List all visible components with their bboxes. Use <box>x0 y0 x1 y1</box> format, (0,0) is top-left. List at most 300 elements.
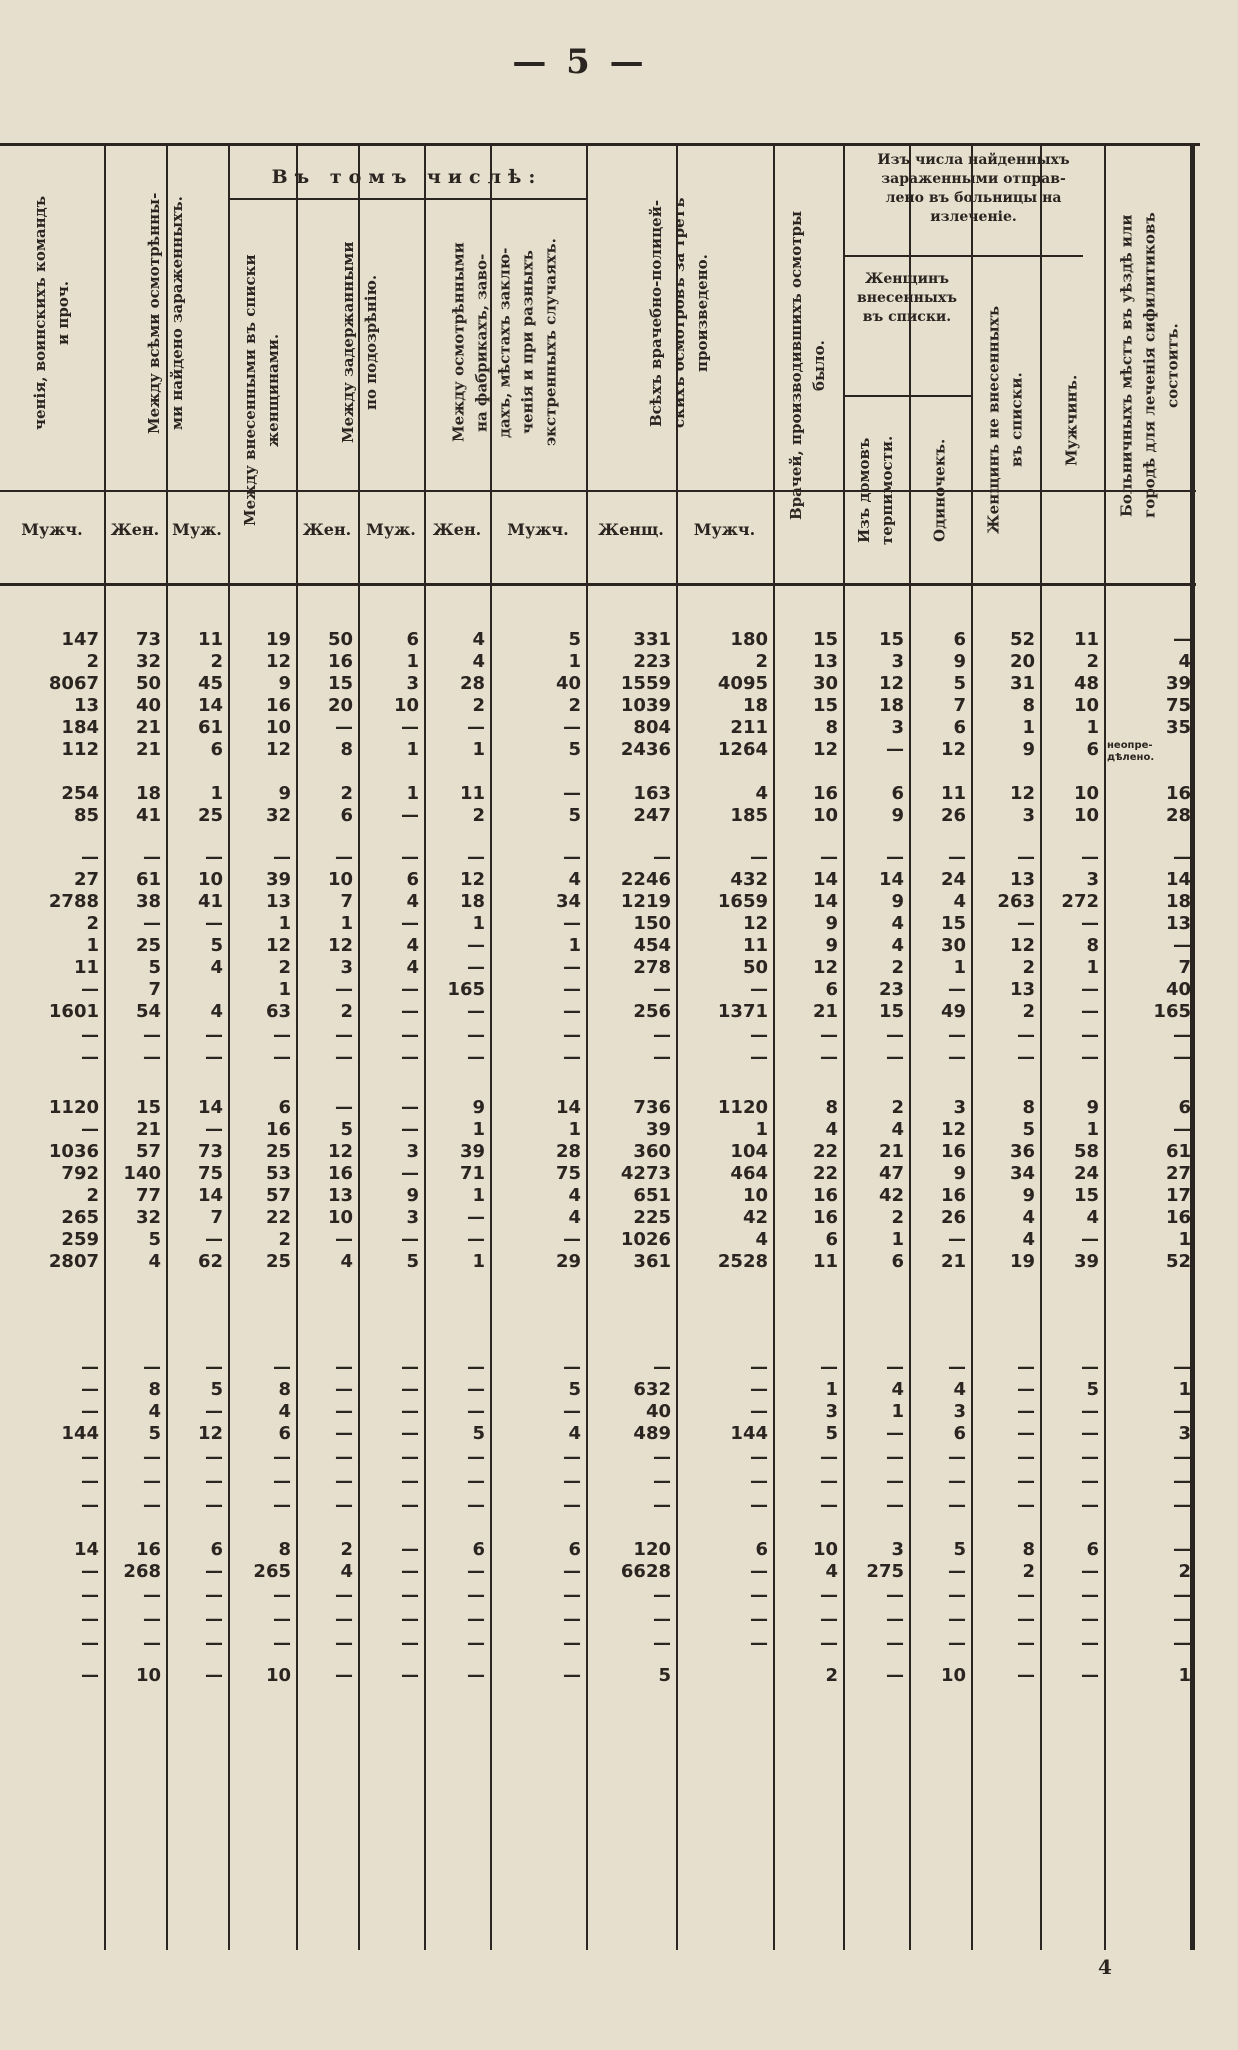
table-cell: 39 <box>1165 674 1191 694</box>
table-cell: — <box>653 1634 671 1654</box>
table-cell: 2436 <box>620 740 671 760</box>
table-cell: — <box>653 1496 671 1516</box>
table-cell: 6 <box>953 718 966 738</box>
subheader-5: Муж. <box>366 520 416 539</box>
table-cell: 140 <box>123 1164 161 1184</box>
table-cell: — <box>467 1666 485 1686</box>
table-cell: 15 <box>135 1098 161 1118</box>
table-cell: — <box>335 1230 353 1250</box>
table-cell: 2 <box>891 958 904 978</box>
table-cell: 1 <box>1086 958 1099 978</box>
table-cell: 275 <box>866 1562 904 1582</box>
table-cell: — <box>886 1424 904 1444</box>
table-cell: — <box>467 1562 485 1582</box>
table-cell: — <box>1081 1002 1099 1022</box>
table-cell: 15 <box>940 914 966 934</box>
table-cell: 16 <box>1165 1208 1191 1228</box>
table-cell: 7 <box>148 980 161 1000</box>
table-cell: — <box>467 1026 485 1046</box>
table-cell: 26 <box>940 806 966 826</box>
table-cell: 8 <box>1022 1540 1035 1560</box>
table-cell: 14 <box>812 892 838 912</box>
table-cell: — <box>1017 1048 1035 1068</box>
table-cell: — <box>401 1666 419 1686</box>
table-cell: 2788 <box>48 892 99 912</box>
table-cell: 1 <box>568 1120 581 1140</box>
table-cell: — <box>1081 1634 1099 1654</box>
table-cell: 3 <box>1022 806 1035 826</box>
table-cell: — <box>1081 980 1099 1000</box>
subheader-1: Мужч. <box>21 520 83 539</box>
table-cell: — <box>273 1448 291 1468</box>
table-cell: — <box>467 718 485 738</box>
table-cell: — <box>1173 1026 1191 1046</box>
table-cell: 256 <box>633 1002 671 1022</box>
table-cell: 10 <box>940 1666 966 1686</box>
table-cell: 163 <box>633 784 671 804</box>
table-cell: 57 <box>135 1142 161 1162</box>
table-cell: — <box>335 1586 353 1606</box>
table-cell: — <box>143 1448 161 1468</box>
table-cell: 73 <box>135 630 161 650</box>
table-cell: — <box>467 1380 485 1400</box>
table-cell: — <box>653 1472 671 1492</box>
table-cell: 1 <box>472 1252 485 1272</box>
table-cell: — <box>143 1472 161 1492</box>
table-cell: 61 <box>1165 1142 1191 1162</box>
table-cell: — <box>81 1402 99 1422</box>
header-group-iz: Изъ числа найденныхъ зараженными отправ- лено въ больницы на излеченіе. <box>877 152 1070 225</box>
subheader-4: Жен. <box>302 520 352 539</box>
table-cell: — <box>948 1048 966 1068</box>
table-cell: 7 <box>1178 958 1191 978</box>
table-cell: — <box>750 848 768 868</box>
table-cell: — <box>563 1610 581 1630</box>
table-cell: 6 <box>825 1230 838 1250</box>
table-cell: 27 <box>73 870 99 890</box>
table-cell: — <box>1173 1358 1191 1378</box>
table-cell: 3 <box>406 1208 419 1228</box>
table-cell: 5 <box>148 958 161 978</box>
table-cell: — <box>1017 1610 1035 1630</box>
table-cell: — <box>948 1634 966 1654</box>
table-cell: 3 <box>891 1540 904 1560</box>
table-cell: 12 <box>265 740 291 760</box>
header-col7: Врачей, производившихъ осмотры было. <box>787 210 828 521</box>
table-cell: — <box>563 848 581 868</box>
table-cell: — <box>886 1610 904 1630</box>
table-cell: 278 <box>633 958 671 978</box>
table-cell: 3 <box>891 652 904 672</box>
table-cell: 20 <box>327 696 353 716</box>
table-cell: 42 <box>878 1186 904 1206</box>
table-cell: — <box>143 1048 161 1068</box>
table-cell: 1 <box>755 1120 768 1140</box>
table-cell: 1219 <box>620 892 671 912</box>
table-cell: 85 <box>73 806 99 826</box>
table-cell: 9 <box>953 1164 966 1184</box>
table-cell: 9 <box>825 936 838 956</box>
table-cell: — <box>205 1026 223 1046</box>
table-cell: — <box>750 1358 768 1378</box>
table-cell: — <box>563 1496 581 1516</box>
table-cell: 144 <box>61 1424 99 1444</box>
table-cell: — <box>563 914 581 934</box>
table-cell: 61 <box>135 870 161 890</box>
table-cell: 14 <box>555 1098 581 1118</box>
table-cell: 23 <box>878 980 904 1000</box>
table-cell: — <box>1173 936 1191 956</box>
table-cell: — <box>81 1634 99 1654</box>
table-cell: 14 <box>812 870 838 890</box>
table-cell: 265 <box>253 1562 291 1582</box>
table-cell: — <box>81 848 99 868</box>
table-cell: — <box>886 1496 904 1516</box>
table-cell: 8 <box>278 1540 291 1560</box>
table-cell: 41 <box>135 806 161 826</box>
table-cell: — <box>563 1666 581 1686</box>
table-cell: — <box>335 1358 353 1378</box>
table-cell: 14 <box>73 1540 99 1560</box>
table-cell: — <box>750 1472 768 1492</box>
table-cell: 1601 <box>48 1002 99 1022</box>
page-number: — 5 — <box>512 42 648 82</box>
table-cell: — <box>948 848 966 868</box>
table-cell: 15 <box>1073 1186 1099 1206</box>
table-cell: — <box>401 1026 419 1046</box>
table-cell: 1 <box>86 936 99 956</box>
table-cell: 1 <box>891 1402 904 1422</box>
table-cell: 792 <box>61 1164 99 1184</box>
table-cell: 22 <box>265 1208 291 1228</box>
table-cell: — <box>1017 1472 1035 1492</box>
table-cell: — <box>1017 1448 1035 1468</box>
table-cell: 2 <box>891 1208 904 1228</box>
table-cell: 5 <box>406 1252 419 1272</box>
table-cell: 49 <box>940 1002 966 1022</box>
table-cell: 5 <box>825 1424 838 1444</box>
table-cell: 17 <box>1165 1186 1191 1206</box>
table-cell: 1120 <box>717 1098 768 1118</box>
table-cell: 10 <box>265 1666 291 1686</box>
table-cell: — <box>401 1496 419 1516</box>
table-cell: 4 <box>568 870 581 890</box>
table-cell: 18 <box>459 892 485 912</box>
table-cell: 16 <box>1165 784 1191 804</box>
table-cell: 6 <box>568 1540 581 1560</box>
table-cell: — <box>563 784 581 804</box>
table-cell: 112 <box>61 740 99 760</box>
table-cell: 185 <box>730 806 768 826</box>
table-cell: 12 <box>940 740 966 760</box>
table-cell: 21 <box>135 1120 161 1140</box>
table-cell: 50 <box>327 630 353 650</box>
table-cell: 12 <box>327 936 353 956</box>
table-cell: — <box>273 1634 291 1654</box>
table-cell: 2 <box>755 652 768 672</box>
table-cell: 4 <box>148 1402 161 1422</box>
table-cell: — <box>1081 848 1099 868</box>
table-cell: — <box>1173 630 1191 650</box>
table-cell: 5 <box>953 1540 966 1560</box>
table-cell: — <box>143 1586 161 1606</box>
table-cell: — <box>81 1610 99 1630</box>
table-cell: — <box>81 1448 99 1468</box>
table-cell: 11 <box>197 630 223 650</box>
table-cell: 16 <box>327 1164 353 1184</box>
table-cell: — <box>401 1380 419 1400</box>
table-cell: 1371 <box>717 1002 768 1022</box>
table-cell: — <box>81 1048 99 1068</box>
table-cell: — <box>335 1098 353 1118</box>
table-cell: 21 <box>812 1002 838 1022</box>
table-cell: — <box>205 1358 223 1378</box>
table-cell: — <box>273 1358 291 1378</box>
table-cell: 268 <box>123 1562 161 1582</box>
table-cell: 4 <box>891 936 904 956</box>
table-cell: 11 <box>940 784 966 804</box>
table-cell: 2 <box>1022 1002 1035 1022</box>
table-cell: — <box>273 1610 291 1630</box>
table-cell: 2 <box>340 1540 353 1560</box>
table-cell: — <box>81 1586 99 1606</box>
table-cell: — <box>1081 1424 1099 1444</box>
table-cell: 3 <box>406 1142 419 1162</box>
table-cell: 18 <box>135 784 161 804</box>
table-cell: 75 <box>555 1164 581 1184</box>
table-cell: 10 <box>197 870 223 890</box>
table-cell: 8 <box>1086 936 1099 956</box>
table-cell: — <box>563 1048 581 1068</box>
table-cell: 5 <box>210 1380 223 1400</box>
table-cell: 223 <box>633 652 671 672</box>
footer-mark: 4 <box>1098 1955 1112 1979</box>
table-cell: 3 <box>406 674 419 694</box>
table-cell: — <box>205 1402 223 1422</box>
table-cell: 18 <box>1165 892 1191 912</box>
table-cell: — <box>653 1610 671 1630</box>
table-cell: 26 <box>940 1208 966 1228</box>
table-cell: 12 <box>812 740 838 760</box>
table-cell: 3 <box>953 1402 966 1422</box>
table-cell: — <box>948 980 966 1000</box>
table-cell: 104 <box>730 1142 768 1162</box>
table-cell: 20 <box>1009 652 1035 672</box>
table-cell: — <box>467 1048 485 1068</box>
table-cell: 432 <box>730 870 768 890</box>
table-cell: 12 <box>197 1424 223 1444</box>
table-cell: 14 <box>197 1186 223 1206</box>
table-cell: 120 <box>633 1540 671 1560</box>
table-cell: 1 <box>1022 718 1035 738</box>
table-cell: 1 <box>568 936 581 956</box>
table-cell: 804 <box>633 718 671 738</box>
table-cell: — <box>143 1634 161 1654</box>
table-cell: — <box>1081 1610 1099 1630</box>
table-cell: 1264 <box>717 740 768 760</box>
table-cell: 9 <box>406 1186 419 1206</box>
table-cell: 1 <box>472 1120 485 1140</box>
table-cell: 632 <box>633 1380 671 1400</box>
table-cell: — <box>948 1562 966 1582</box>
table-cell: 2 <box>1178 1562 1191 1582</box>
table-cell: 5 <box>568 740 581 760</box>
table-cell: 15 <box>812 630 838 650</box>
table-cell: — <box>750 1448 768 1468</box>
table-cell: — <box>401 1098 419 1118</box>
table-cell: — <box>563 1358 581 1378</box>
table-cell: 8 <box>340 740 353 760</box>
table-cell: 5 <box>568 630 581 650</box>
table-cell: — <box>1081 1496 1099 1516</box>
table-cell: 8067 <box>48 674 99 694</box>
table-cell: 2 <box>86 1186 99 1206</box>
table-cell: 4 <box>755 1230 768 1250</box>
table-cell: 2 <box>86 652 99 672</box>
table-cell: 18 <box>742 696 768 716</box>
table-cell: — <box>401 1448 419 1468</box>
table-cell: 13 <box>812 652 838 672</box>
table-cell: 12 <box>878 674 904 694</box>
table-cell: — <box>820 1358 838 1378</box>
table-cell: 165 <box>447 980 485 1000</box>
table-cell: — <box>1017 1496 1035 1516</box>
table-cell: 16 <box>940 1142 966 1162</box>
table-cell: 736 <box>633 1098 671 1118</box>
table-cell: 36 <box>1009 1142 1035 1162</box>
table-cell: 1 <box>406 784 419 804</box>
table-cell: 254 <box>61 784 99 804</box>
table-cell: — <box>335 1666 353 1686</box>
table-cell: 14 <box>1165 870 1191 890</box>
table-cell: 9 <box>1022 1186 1035 1206</box>
table-cell: — <box>1173 1448 1191 1468</box>
table-cell: 6 <box>278 1424 291 1444</box>
table-cell: — <box>143 848 161 868</box>
table-cell: — <box>563 1002 581 1022</box>
table-cell: 4 <box>340 1562 353 1582</box>
table-cell: — <box>653 1448 671 1468</box>
table-cell: 6 <box>278 1098 291 1118</box>
table-cell: 4 <box>953 1380 966 1400</box>
table-cell: — <box>1173 1120 1191 1140</box>
table-cell: — <box>1017 1402 1035 1422</box>
table-cell: 6 <box>340 806 353 826</box>
table-cell: 52 <box>1165 1252 1191 1272</box>
table-cell: 15 <box>812 696 838 716</box>
table-cell: — <box>1081 1026 1099 1046</box>
group-zhen-rule <box>843 395 971 397</box>
table-cell: 2 <box>340 784 353 804</box>
table-cell: 2807 <box>48 1252 99 1272</box>
header-col4: Между задержанными по подозрѣнію. <box>339 241 380 444</box>
table-cell: 16 <box>812 1208 838 1228</box>
table-cell: 1026 <box>620 1230 671 1250</box>
table-cell: 39 <box>459 1142 485 1162</box>
table-cell: — <box>886 1586 904 1606</box>
table-cell: 4 <box>1086 1208 1099 1228</box>
table-cell: — <box>1173 1048 1191 1068</box>
table-cell: 47 <box>878 1164 904 1184</box>
subheader-3: Муж. <box>172 520 222 539</box>
table-cell: 10 <box>1073 784 1099 804</box>
table-cell: 9 <box>891 892 904 912</box>
table-cell: — <box>467 1402 485 1422</box>
table-cell: 6 <box>825 980 838 1000</box>
table-cell: — <box>948 1026 966 1046</box>
table-cell: 15 <box>327 674 353 694</box>
table-cell: — <box>886 740 904 760</box>
table-cell: 1 <box>1086 1120 1099 1140</box>
table-cell: 8 <box>1022 1098 1035 1118</box>
table-cell: 8 <box>825 1098 838 1118</box>
table-cell: 12 <box>265 652 291 672</box>
table-cell: — <box>1081 1358 1099 1378</box>
table-cell: — <box>467 1358 485 1378</box>
table-cell: — <box>467 1208 485 1228</box>
table-cell: 651 <box>633 1186 671 1206</box>
table-cell: — <box>886 1472 904 1492</box>
table-cell: — <box>401 1358 419 1378</box>
table-cell: — <box>750 1402 768 1422</box>
table-cell: 25 <box>265 1142 291 1162</box>
table-cell: — <box>1017 1424 1035 1444</box>
table-cell: — <box>205 1048 223 1068</box>
table-cell: — <box>563 980 581 1000</box>
table-cell: — <box>467 1586 485 1606</box>
table-cell: 2 <box>86 914 99 934</box>
table-cell: 2 <box>278 958 291 978</box>
table-cell: — <box>205 1496 223 1516</box>
table-cell: 13 <box>265 892 291 912</box>
table-cell: — <box>563 958 581 978</box>
table-cell: — <box>1173 1540 1191 1560</box>
table-cell: — <box>467 848 485 868</box>
table-cell: — <box>750 1634 768 1654</box>
table-cell: 21 <box>135 740 161 760</box>
table-cell: 247 <box>633 806 671 826</box>
table-cell: 32 <box>135 652 161 672</box>
table-cell: 4095 <box>717 674 768 694</box>
table-cell: — <box>401 1610 419 1630</box>
table-cell: 2 <box>472 806 485 826</box>
table-cell: 6 <box>210 1540 223 1560</box>
table-cell: — <box>205 1562 223 1582</box>
table-cell: — <box>750 1562 768 1582</box>
header-bottom-rule <box>0 583 1196 586</box>
table-cell: — <box>143 914 161 934</box>
table-cell: 39 <box>265 870 291 890</box>
table-cell: 2 <box>210 652 223 672</box>
table-cell: 1 <box>278 980 291 1000</box>
table-cell: — <box>820 1634 838 1654</box>
table-cell: 4 <box>406 892 419 912</box>
table-cell: 12 <box>265 936 291 956</box>
table-cell: 1 <box>340 914 353 934</box>
table-cell: — <box>273 1496 291 1516</box>
table-cell: 35 <box>1165 718 1191 738</box>
table-cell: — <box>81 1380 99 1400</box>
table-cell: 25 <box>135 936 161 956</box>
table-cell: 360 <box>633 1142 671 1162</box>
table-cell: — <box>205 1448 223 1468</box>
table-cell: 13 <box>1009 870 1035 890</box>
table-cell: — <box>81 1120 99 1140</box>
table-cell: — <box>335 1424 353 1444</box>
table-cell: 8 <box>278 1380 291 1400</box>
table-cell: — <box>563 1230 581 1250</box>
table-cell: 1 <box>406 740 419 760</box>
